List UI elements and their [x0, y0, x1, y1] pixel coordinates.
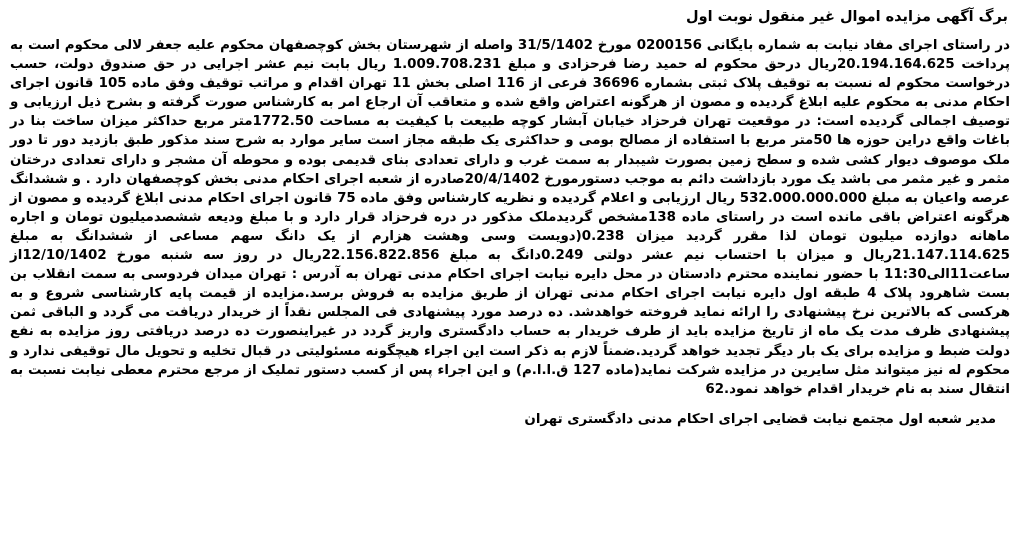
- notice-body: در راستای اجرای مفاد نیابت به شماره بایگانی 0200156 مورخ 31/5/1402 واصله از شهرستان بخش کوچصفهان محکوم علیه جعفر لالی محکوم است به پرداخت 20.194.164.625ریال درحق محکوم له حمید رضا فرحزادی و مبلغ 1.009.708.231 ریال بابت نیم عشر اجرایی در حق صندوق دولت، حسب درخواست محکوم له نسبت به توقیف پلاک ثبتی بشماره 36696 فرعی از 116 اصلی بخش 11 تهران اقدام و مراتب توقیف وفق ماده 105 قانون اجرای احکام مدنی به محکوم علیه ابلاغ گردیده و مصون از هرگونه اعتراض واقع شده و متعاقب آن ارجاع امر به کارشناس صورت گرفته و بشرح ذیل ارزیابی و توصیف اجمالی گردیده است: در موقعیت تهران فرحزاد خیابان آبشار کوچه طبیعت با کیفیت به مساحت 1772.50متر مربع حداکثر میزان ساخت بنا در باغات واقع دراین حوزه ها 50متر مربع با استفاده از مصالح بومی و حداکثری یک طبقه مجاز است سایر موارد به شرح سند مذکور طبق بازدید دور تا دور ملک موصوف دیوار کشی شده و سطح زمین بصورت شیبدار به سمت غرب و دارای تعدادی بنای قدیمی بوده و محوطه آن مشجر و دارای تعدادی درختان مثمر و غیر مثمر می باشد یک مورد بازداشت دائم به موجب دستورمورخ 20/4/1402صادره از شعبه اجرای احکام مدنی بخش کوچصفهان دارد . و ششدانگ عرصه واعیان به مبلغ 532.000.000.000 ریال ارزیابی و اعلام گردیده و نظریه کارشناس وفق ماده 75 قانون اجرای احکام مدنی ابلاغ گردیده و مصون از هرگونه اعتراض باقی مانده است در راستای ماده 138مشخص گردیدملک مذکور در دره فرحزاد قرار دارد و با مبلغ ودیعه ششصدمیلیون تومان و اجاره ماهانه دوازده میلیون تومان لذا مقرر گردید میزان 0.238(دویست وسی وهشت هزارم از یک دانگ سهم مساعی از ششدانگ به مبلغ 21.147.114.625ریال و میزان با احتساب نیم عشر دولتی 0.249دانگ به مبلغ 22.156.822.856ریال در روز سه شنبه مورخ 12/10/1402از ساعت11الی11:30 با حضور نماینده محترم دادستان در محل دایره نیابت اجرای احکام مدنی تهران به آدرس : تهران میدان فردوسی به سمت انقلاب بن بست شاهرود پلاک 4 طبقه اول دایره نیابت اجرای احکام مدنی تهران از طریق مزایده به فروش برسد.مزایده از قیمت پایه کارشناسی شروع و به هرکسی که بالاترین نرخ پیشنهادی را ارائه نماید فروخته خواهدشد. ده درصد مورد پیشنهادی فی المجلس نقداً از خریدار دریافت می گردد و الباقی ثمن پیشنهادی ظرف مدت یک ماه از تاریخ مزایده باید از طرف خریدار به حساب دادگستری واریز گردد در غیراینصورت ده درصد دریافتی روز مزایده به نفع دولت ضبط و مزایده برای یک بار دیگر تجدید خواهد گردید.ضمناً لازم به ذکر است این اجراء هیچگونه مسئولیتی در قبال تخلیه و تحویل مال توقیفی ندارد و محکوم له نیز میتواند مثل سایرین در مزایده شرکت نماید(ماده 127 ق.ا.ا.م) و این اجراء پس از کسب دستور تملیک از مرجع محترم معطی نیابت نسبت به انتقال سند به نام خریدار اقدام خواهد نمود.62: [10, 38, 1011, 397]
- notice-title: برگ آگهی مزایده اموال غیر منقول نوبت اول: [686, 9, 1008, 25]
- notice-signature: مدیر شعبه اول مجتمع نیابت قضایی اجرای احکام مدنی دادگستری تهران: [524, 411, 996, 427]
